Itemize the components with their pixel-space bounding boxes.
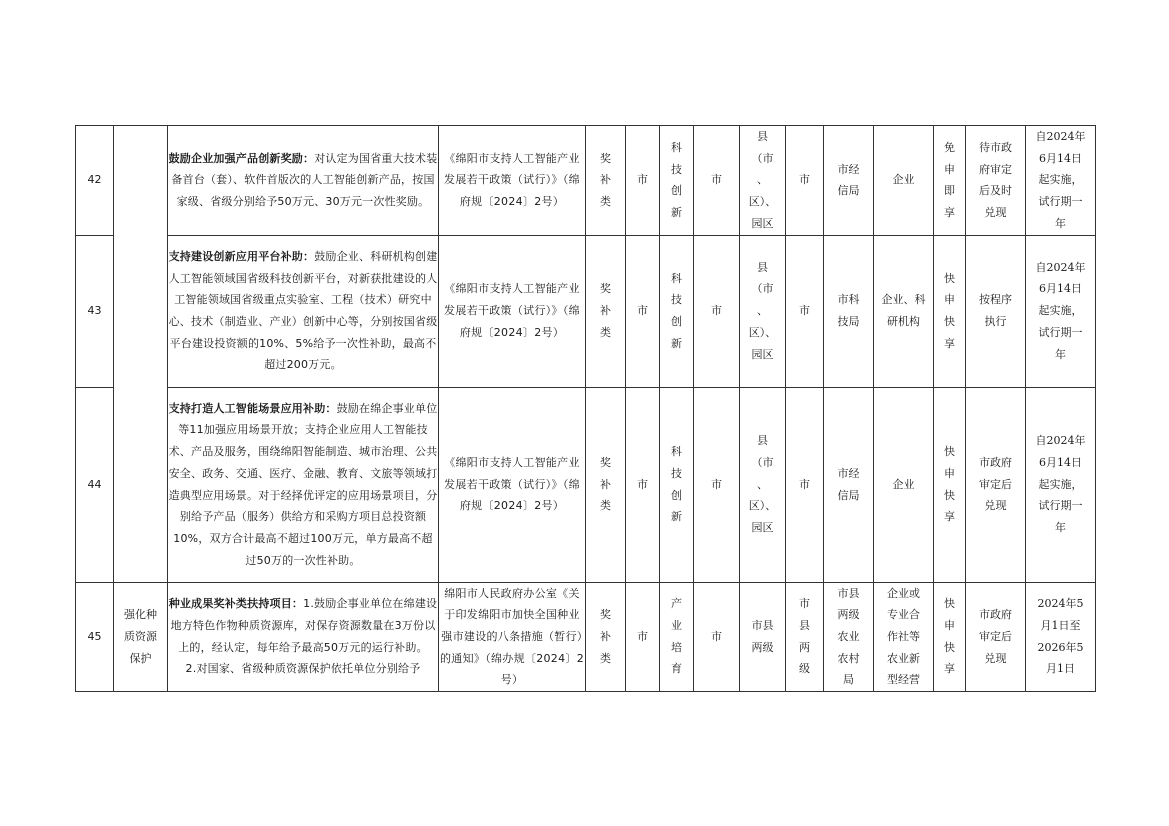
effective-date: 自2024年 6月14日 起实施， 试行期一 年 [1026,126,1096,236]
applicable-scope: 县 （市 、 区）、 园区 [740,387,786,582]
applicable-scope: 县 （市 、 区）、 园区 [740,235,786,387]
responsible-dept: 市县 两级 农业 农村 局 [824,582,874,692]
table-row [76,235,1096,387]
apply-method: 快 申 快 享 [934,387,966,582]
policy-title: 支持打造人工智能场景应用补助： [168,401,337,415]
applicable-scope: 县 （市 、 区）、 园区 [740,126,786,236]
responsible-dept: 市经 信局 [824,126,874,236]
policy-title: 种业成果奖补类扶持项目： [168,597,304,611]
policy-body: 对认定为国省重大技术装备首台（套）、软件首版次的人工智能创新产品，按国家级、省级分别给予50万元、30万元一次性奖励。 [171,151,438,209]
row-number: 43 [76,235,114,387]
policy-type: 奖 补 类 [586,126,626,236]
row-number: 42 [76,126,114,236]
cash-method: 按程序 执行 [966,235,1026,387]
effective-date: 自2024年 6月14日 起实施， 试行期一 年 [1026,235,1096,387]
policy-basis: 《绵阳市支持人工智能产业发展若干政策（试行）》（绵府规〔2024〕2号） [439,235,586,387]
policy-basis: 《绵阳市支持人工智能产业发展若干政策（试行）》（绵府规〔2024〕2号） [439,126,586,236]
row-number: 44 [76,387,114,582]
policy-content [168,387,439,582]
category-cell [114,126,168,583]
table-row [76,387,1096,582]
funding-level: 市 [694,582,740,692]
policy-title: 鼓励企业加强产品创新奖励： [168,151,315,165]
policy-level: 市 [626,126,660,236]
approval-level: 市 县 两 级 [786,582,824,692]
responsible-dept: 市经 信局 [824,387,874,582]
apply-method: 免 申 即 享 [934,126,966,236]
policy-field: 科 技 创 新 [660,387,694,582]
policy-level: 市 [626,235,660,387]
policy-body: 鼓励在绵企事业单位等11加强应用场景开放；支持企业应用人工智能技术、产品及服务，围绕绵阳智能制造、城市治理、公共安全、政务、交通、医疗、金融、教育、文旅等领域打造典型应用场景。对于经择优评定的应用场景项目，分别给予产品（服务）供给方和采购方项目总投资额10%，双方合计最高不超过100万元，单方最高不超过50万的一次性补助。 [168,401,438,567]
responsible-dept: 市科 技局 [824,235,874,387]
cash-method: 市政府 审定后 兑现 [966,387,1026,582]
policy-content [168,582,439,692]
effective-date: 自2024年 6月14日 起实施， 试行期一 年 [1026,387,1096,582]
table-row [76,582,1096,692]
policy-type: 奖 补 类 [586,582,626,692]
funding-level: 市 [694,387,740,582]
policy-field: 产 业 培 育 [660,582,694,692]
cash-method: 市政府 审定后 兑现 [966,582,1026,692]
approval-level: 市 [786,387,824,582]
cash-method: 待市政 府审定 后及时 兑现 [966,126,1026,236]
target-group: 企业 [874,126,934,236]
policy-field: 科 技 创 新 [660,126,694,236]
policy-level: 市 [626,387,660,582]
applicable-scope: 市县 两级 [740,582,786,692]
target-group: 企业、科 研机构 [874,235,934,387]
policy-basis: 《绵阳市支持人工智能产业发展若干政策（试行）》（绵府规〔2024〕2号） [439,387,586,582]
policy-type: 奖 补 类 [586,387,626,582]
target-group: 企业 [874,387,934,582]
policy-content [168,126,439,236]
policy-table [75,125,1096,692]
table-row [76,126,1096,236]
policy-body: 鼓励企业、科研机构创建人工智能领域国省级科技创新平台，对新获批建设的人工智能领域国省级重点实验室、工程（技术）研究中心、技术（制造业、产业）创新中心等，分别按国省级平台建设投资额的10%、5%给予一次性补助，最高不超过200万元。 [168,249,438,372]
policy-basis: 绵阳市人民政府办公室《关于印发绵阳市加快全国种业强市建设的八条措施（暂行）的通知》（绵办规〔2024〕2号） [439,582,586,692]
policy-type: 奖 补 类 [586,235,626,387]
funding-level: 市 [694,235,740,387]
row-number: 45 [76,582,114,692]
approval-level: 市 [786,235,824,387]
target-group: 企业或 专业合 作社等 农业新 型经营 [874,582,934,692]
category-cell: 强化种 质资源 保护 [114,582,168,692]
effective-date: 2024年5 月1日至 2026年5 月1日 [1026,582,1096,692]
policy-content [168,235,439,387]
funding-level: 市 [694,126,740,236]
policy-title: 支持建设创新应用平台补助： [168,249,315,263]
apply-method: 快 申 快 享 [934,582,966,692]
approval-level: 市 [786,126,824,236]
policy-level: 市 [626,582,660,692]
policy-field: 科 技 创 新 [660,235,694,387]
policy-body: 1.鼓励企事业单位在绵建设地方特色作物种质资源库，对保存资源数量在3万份以上的，经认定，每年给予最高50万元的运行补助。 2.对国家、省级种质资源保护依托单位分别给予 [170,597,438,676]
apply-method: 快 申 快 享 [934,235,966,387]
